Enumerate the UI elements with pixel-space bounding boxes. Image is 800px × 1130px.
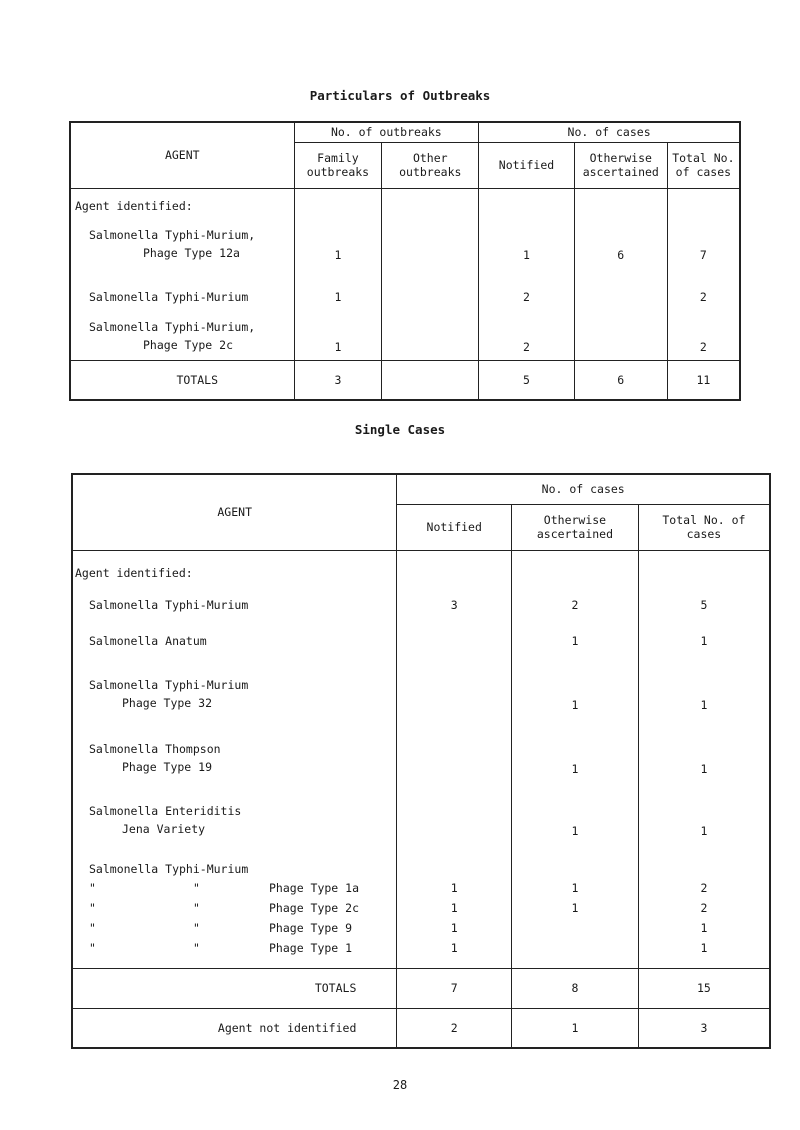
- ditto-mark: ": [193, 921, 200, 935]
- outbreaks-row-notified: 2: [479, 264, 575, 308]
- single-row-agent: Salmonella Thompson: [89, 742, 221, 756]
- single-row-agent: Salmonella Typhi-Murium: [89, 598, 249, 612]
- single-row-agent-detail: Jena Variety: [122, 822, 206, 836]
- single-header-notified: Notified: [397, 504, 512, 550]
- single-subrow: [72, 898, 770, 918]
- single-not-identified-row: [72, 1008, 770, 1048]
- single-row-otherwise: 2: [512, 580, 639, 614]
- single-section-label: Agent identified:: [75, 566, 193, 580]
- outbreaks-row-total: 2: [667, 264, 740, 308]
- outbreaks-row-family: 1: [294, 224, 382, 264]
- single-table: [71, 473, 771, 1049]
- single-header-otherwise: Otherwise ascertained: [512, 504, 639, 550]
- single-row-agent: Salmonella Typhi-Murium: [89, 678, 249, 692]
- single-row-total: 5: [638, 580, 770, 614]
- single-subrow: [72, 918, 770, 938]
- single-subrow-notified: 1: [397, 878, 512, 898]
- outbreaks-header-outbreaks-group: No. of outbreaks: [294, 122, 479, 142]
- single-not-identified-otherwise: 1: [512, 1008, 639, 1048]
- outbreaks-row-agent: Salmonella Typhi-Murium: [89, 290, 249, 304]
- single-row-notified: [397, 614, 512, 650]
- single-header-total: Total No. of cases: [638, 504, 770, 550]
- single-row-notified: [397, 650, 512, 714]
- single-subrow-phage: Phage Type 2c: [269, 901, 360, 915]
- single-row-notified: [397, 778, 512, 840]
- outbreaks-row-total: 7: [667, 224, 740, 264]
- outbreaks-row-otherwise: 6: [574, 224, 667, 264]
- page-number: 28: [392, 1078, 408, 1092]
- single-subrow: [72, 938, 770, 968]
- single-subrow-total: 1: [638, 918, 770, 938]
- single-row-total: 1: [638, 614, 770, 650]
- single-subrow-total: 1: [638, 938, 770, 968]
- single-subrow-phage: Phage Type 1: [269, 941, 353, 955]
- single-totals-row: [72, 968, 770, 1008]
- outbreaks-row-other: [382, 224, 479, 264]
- single-not-identified-notified: 2: [397, 1008, 512, 1048]
- single-row-total: 1: [638, 778, 770, 840]
- outbreaks-header-family: Family outbreaks: [294, 142, 382, 188]
- single-row: [72, 614, 770, 650]
- single-header-cases-group: No. of cases: [397, 474, 770, 504]
- outbreaks-table: [69, 121, 741, 401]
- outbreaks-totals-row: [70, 360, 740, 400]
- outbreaks-title: Particulars of Outbreaks: [309, 88, 491, 103]
- single-subrow-otherwise: 1: [512, 898, 639, 918]
- single-totals-total: 15: [638, 968, 770, 1008]
- ditto-mark: ": [89, 921, 96, 935]
- outbreaks-header-notified: Notified: [479, 142, 575, 188]
- outbreaks-row-agent: Salmonella Typhi-Murium,: [89, 320, 256, 334]
- outbreaks-row-otherwise: [574, 264, 667, 308]
- ditto-mark: ": [193, 901, 200, 915]
- outbreaks-totals-notified: 5: [479, 360, 575, 400]
- single-row: [72, 650, 770, 714]
- single-row-agent: Salmonella Anatum: [89, 634, 207, 648]
- outbreaks-totals-family: 3: [294, 360, 382, 400]
- single-subrow-notified: 1: [397, 898, 512, 918]
- outbreaks-row-family: 1: [294, 308, 382, 360]
- single-row-otherwise: 1: [512, 778, 639, 840]
- outbreaks-header-total: Total No. of cases: [667, 142, 740, 188]
- outbreaks-totals-other: [382, 360, 479, 400]
- outbreaks-row: [70, 308, 740, 360]
- outbreaks-row: [70, 264, 740, 308]
- single-row-agent-detail: Phage Type 32: [122, 696, 213, 710]
- single-subrow-otherwise: [512, 918, 639, 938]
- outbreaks-row-agent: Salmonella Typhi-Murium,: [89, 228, 256, 242]
- single-subrow-otherwise: [512, 938, 639, 968]
- outbreaks-row-agent-phage: Phage Type 12a: [143, 246, 240, 260]
- outbreaks-row-agent-phage: Phage Type 2c: [143, 338, 234, 352]
- single-row-total: 1: [638, 714, 770, 778]
- single-totals-otherwise: 8: [512, 968, 639, 1008]
- ditto-mark: ": [193, 941, 200, 955]
- single-row: [72, 714, 770, 778]
- ditto-mark: ": [193, 881, 200, 895]
- single-row-agent-detail: Phage Type 19: [122, 760, 213, 774]
- single-subrow-notified: 1: [397, 918, 512, 938]
- outbreaks-header-cases-group: No. of cases: [479, 122, 740, 142]
- single-subgroup-label: Salmonella Typhi-Murium: [89, 862, 249, 876]
- ditto-mark: ": [89, 941, 96, 955]
- outbreaks-row-notified: 1: [479, 224, 575, 264]
- single-row: [72, 580, 770, 614]
- single-not-identified-label: Agent not identified: [217, 1020, 357, 1035]
- outbreaks-row-notified: 2: [479, 308, 575, 360]
- single-subrow-phage: Phage Type 9: [269, 921, 353, 935]
- single-row-total: 1: [638, 650, 770, 714]
- outbreaks-row-other: [382, 264, 479, 308]
- single-subrow-total: 2: [638, 878, 770, 898]
- outbreaks-row-total: 2: [667, 308, 740, 360]
- single-subrow-otherwise: 1: [512, 878, 639, 898]
- single-subrow-phage: Phage Type 1a: [269, 881, 360, 895]
- single-subrow-total: 2: [638, 898, 770, 918]
- outbreaks-totals-total: 11: [667, 360, 740, 400]
- single-not-identified-total: 3: [638, 1008, 770, 1048]
- outbreaks-row: [70, 224, 740, 264]
- outbreaks-row-otherwise: [574, 308, 667, 360]
- outbreaks-header-agent: AGENT: [70, 122, 294, 188]
- single-row-otherwise: 1: [512, 714, 639, 778]
- outbreaks-row-family: 1: [294, 264, 382, 308]
- single-totals-notified: 7: [397, 968, 512, 1008]
- single-subrow-notified: 1: [397, 938, 512, 968]
- outbreaks-row-other: [382, 308, 479, 360]
- outbreaks-header-other: Other outbreaks: [382, 142, 479, 188]
- outbreaks-header-otherwise: Otherwise ascertained: [574, 142, 667, 188]
- single-totals-label: TOTALS: [72, 968, 397, 1008]
- outbreaks-section-label: Agent identified:: [75, 199, 193, 214]
- single-row-agent: Salmonella Enteriditis: [89, 804, 242, 818]
- single-subrow: [72, 878, 770, 898]
- single-header-agent: AGENT: [72, 474, 397, 550]
- single-title: Single Cases: [354, 422, 446, 437]
- ditto-mark: ": [89, 881, 96, 895]
- ditto-mark: ": [89, 901, 96, 915]
- single-row-otherwise: 1: [512, 650, 639, 714]
- single-row: [72, 778, 770, 840]
- outbreaks-totals-otherwise: 6: [574, 360, 667, 400]
- single-row-notified: [397, 714, 512, 778]
- single-row-notified: 3: [397, 580, 512, 614]
- single-row-otherwise: 1: [512, 614, 639, 650]
- outbreaks-totals-label: TOTALS: [176, 372, 219, 387]
